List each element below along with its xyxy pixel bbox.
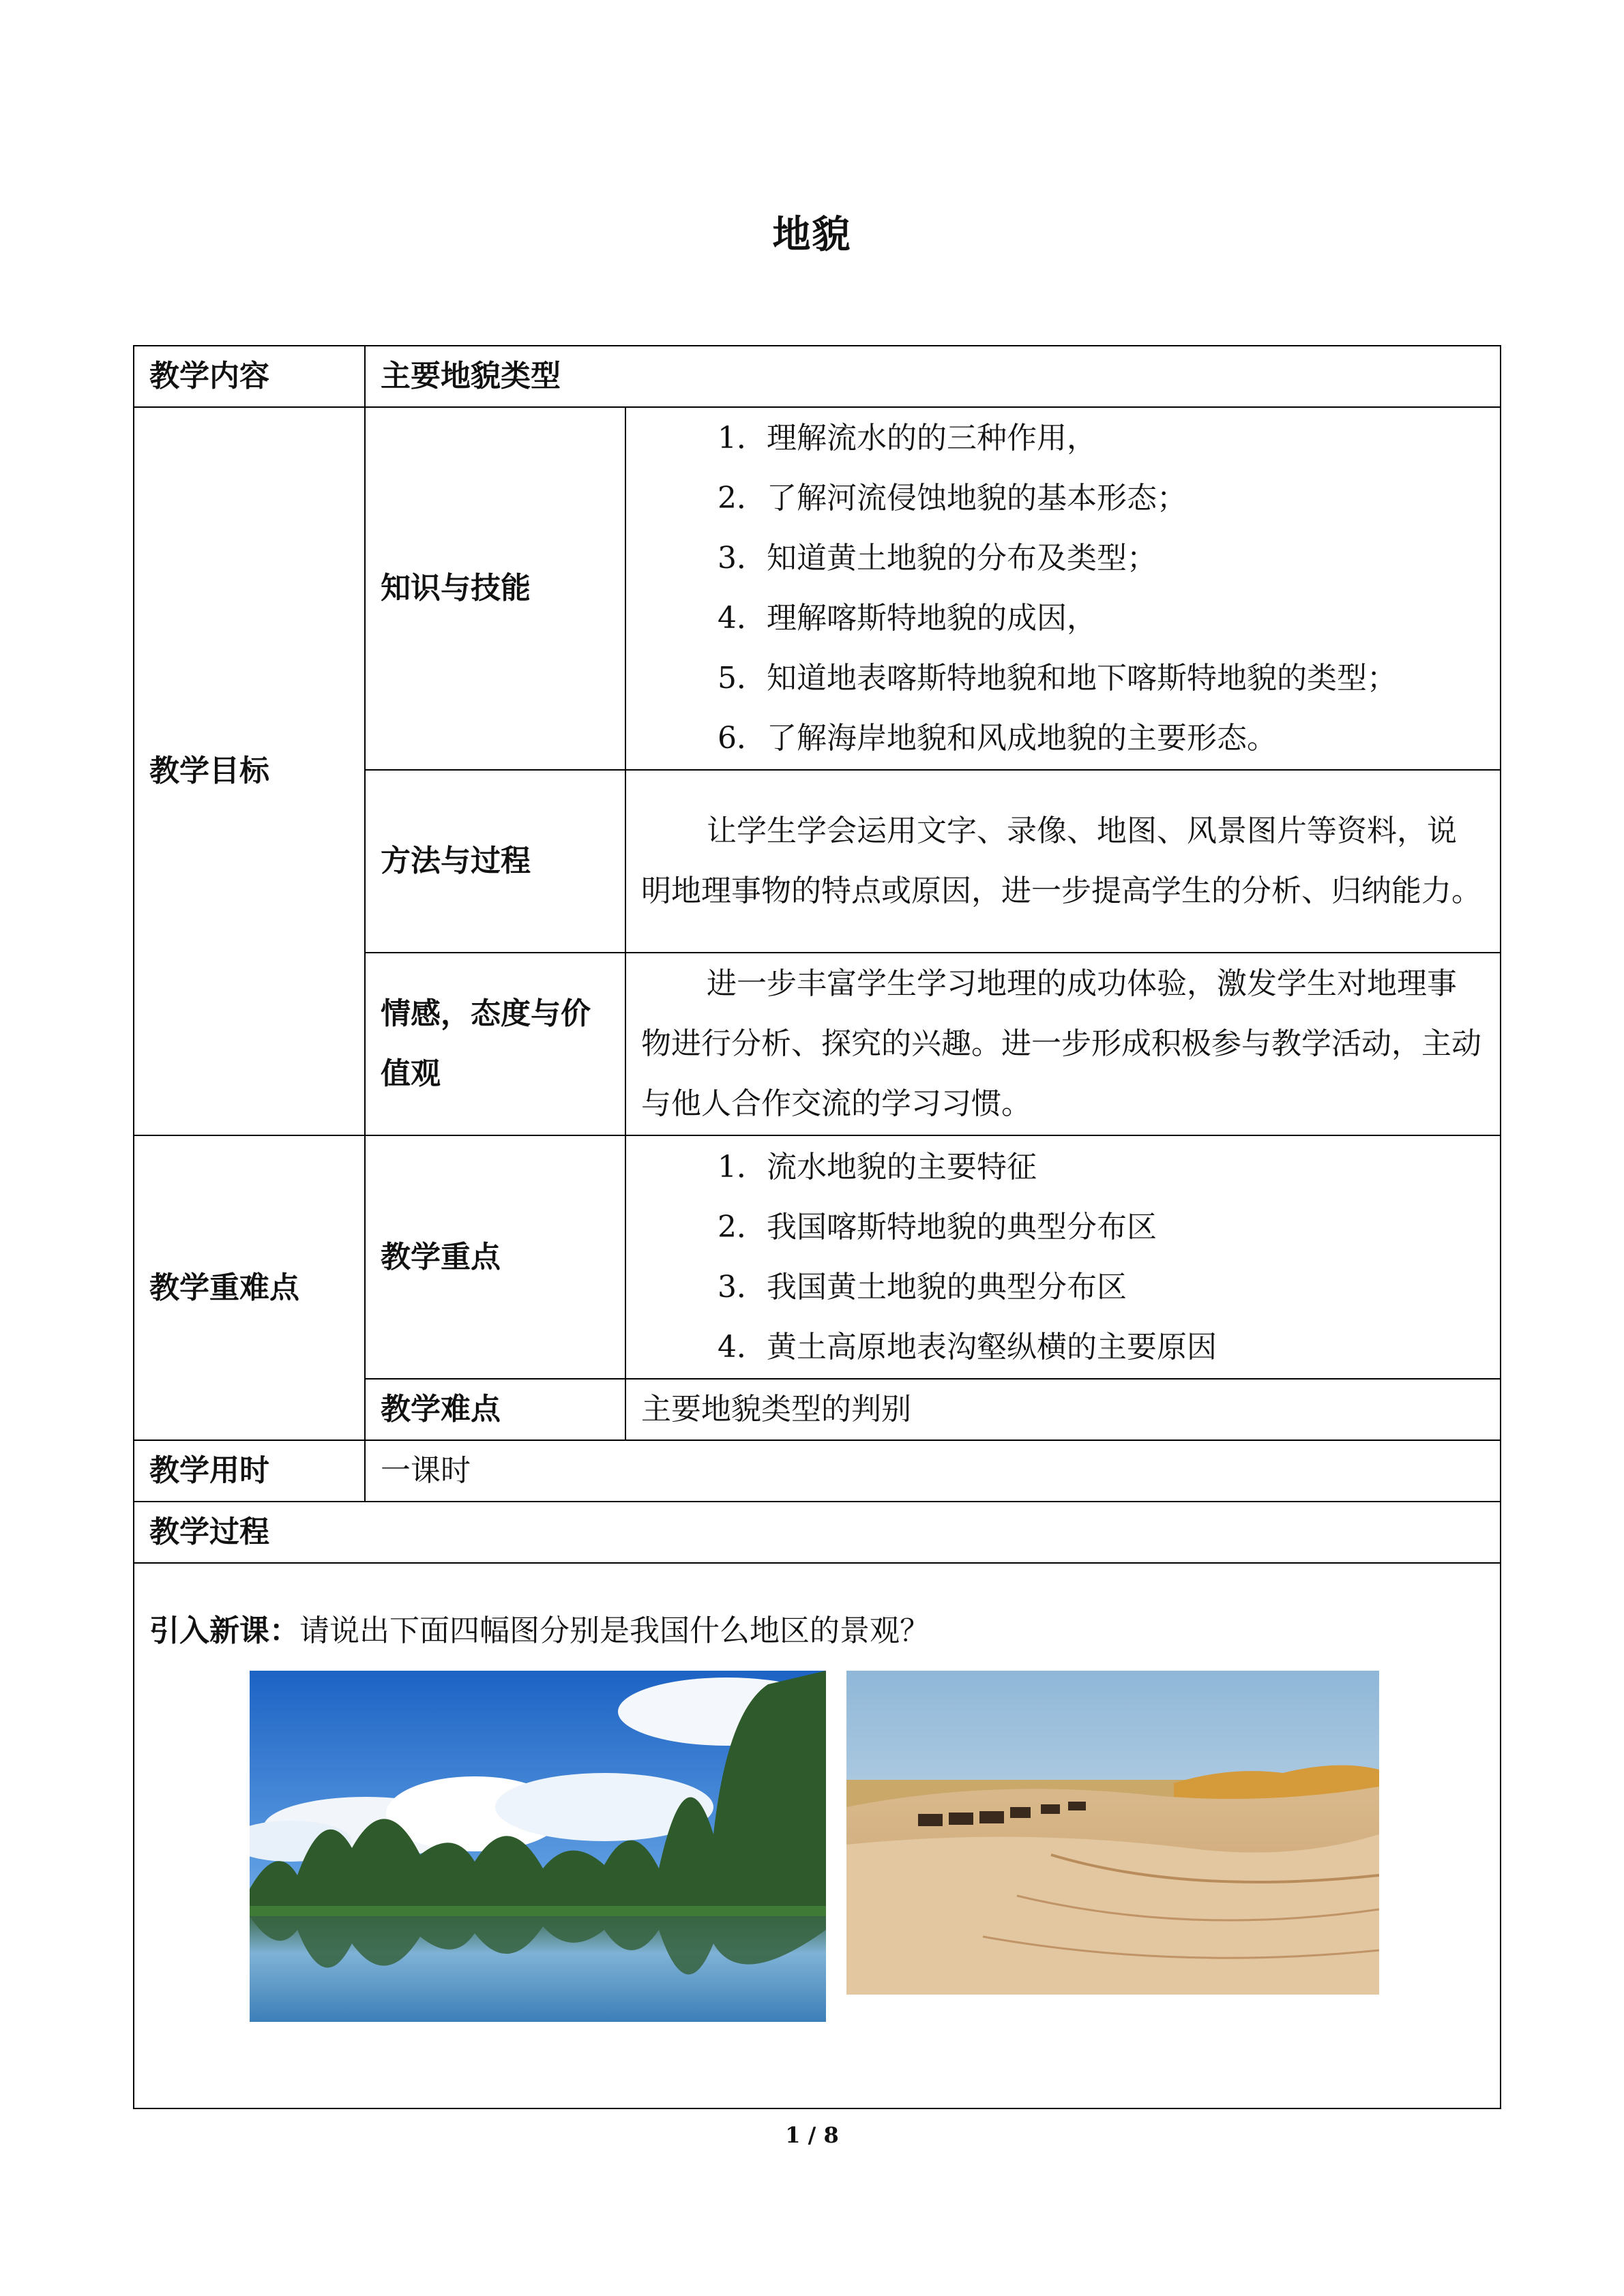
row-time: [134, 1440, 1501, 1502]
photo-row: [149, 1661, 1485, 2070]
time-label: 教学用时: [134, 1440, 365, 1502]
list-item: 3．我国黄土地貌的典型分布区: [718, 1269, 1127, 1304]
knowledge-list: [625, 407, 1501, 770]
desert-camel-photo: [846, 1671, 1379, 1995]
content-label: 教学内容: [134, 346, 365, 407]
time-value: 一课时: [365, 1440, 1501, 1502]
content-value: 主要地貌类型: [365, 346, 1501, 407]
page-title: 地貌: [772, 213, 852, 257]
lesson-plan-table: [133, 345, 1501, 2109]
intro-line: [149, 1601, 1485, 1661]
row-process: [134, 1502, 1501, 1563]
row-intro: [134, 1563, 1501, 2108]
intro-cell: [134, 1563, 1501, 2108]
process-label: 教学过程: [134, 1502, 1501, 1563]
row-knowledge: [134, 407, 1501, 770]
emotion-text: 进一步丰富学生学习地理的成功体验，激发学生对地理事物进行分析、探究的兴趣。进一步形成积极参与教学活动，主动与他人合作交流的学习习惯。: [625, 953, 1501, 1135]
intro-label: 引入新课：: [149, 1613, 299, 1648]
knowledge-label: 知识与技能: [365, 407, 625, 770]
list-item: 5．知道地表喀斯特地貌和地下喀斯特地貌的类型；: [718, 661, 1397, 696]
key-points-label: 教学重点: [365, 1135, 625, 1379]
row-content: [134, 346, 1501, 407]
difficulty-value: 主要地貌类型的判别: [625, 1379, 1501, 1440]
row-key-points: [134, 1135, 1501, 1379]
method-label: 方法与过程: [365, 770, 625, 953]
difficulty-label: 教学难点: [365, 1379, 625, 1440]
list-item: 4．黄土高原地表沟壑纵横的主要原因: [718, 1329, 1217, 1365]
page-number: 1 / 8: [785, 2122, 839, 2148]
list-item: 3．知道黄土地貌的分布及类型；: [718, 541, 1157, 576]
method-text: 让学生学会运用文字、录像、地图、风景图片等资料，说明地理事物的特点或原因，进一步提高学生的分析、归纳能力。: [625, 770, 1501, 953]
list-item: 2．了解河流侵蚀地貌的基本形态；: [718, 481, 1187, 516]
list-item: 4．理解喀斯特地貌的成因，: [718, 601, 1097, 636]
emotion-label: 情感，态度与价值观: [365, 953, 625, 1135]
list-item: 1．理解流水的的三种作用，: [718, 421, 1097, 456]
intro-text: 请说出下面四幅图分别是我国什么地区的景观？: [299, 1613, 930, 1648]
key-points-list: [625, 1135, 1501, 1379]
objectives-label: 教学目标: [134, 407, 365, 1135]
list-item: 1．流水地貌的主要特征: [718, 1149, 1037, 1184]
focus-label: 教学重难点: [134, 1135, 365, 1440]
karst-landscape-photo: [250, 1671, 826, 2022]
list-item: 2．我国喀斯特地貌的典型分布区: [718, 1209, 1157, 1244]
list-item: 6．了解海岸地貌和风成地貌的主要形态。: [718, 721, 1277, 756]
